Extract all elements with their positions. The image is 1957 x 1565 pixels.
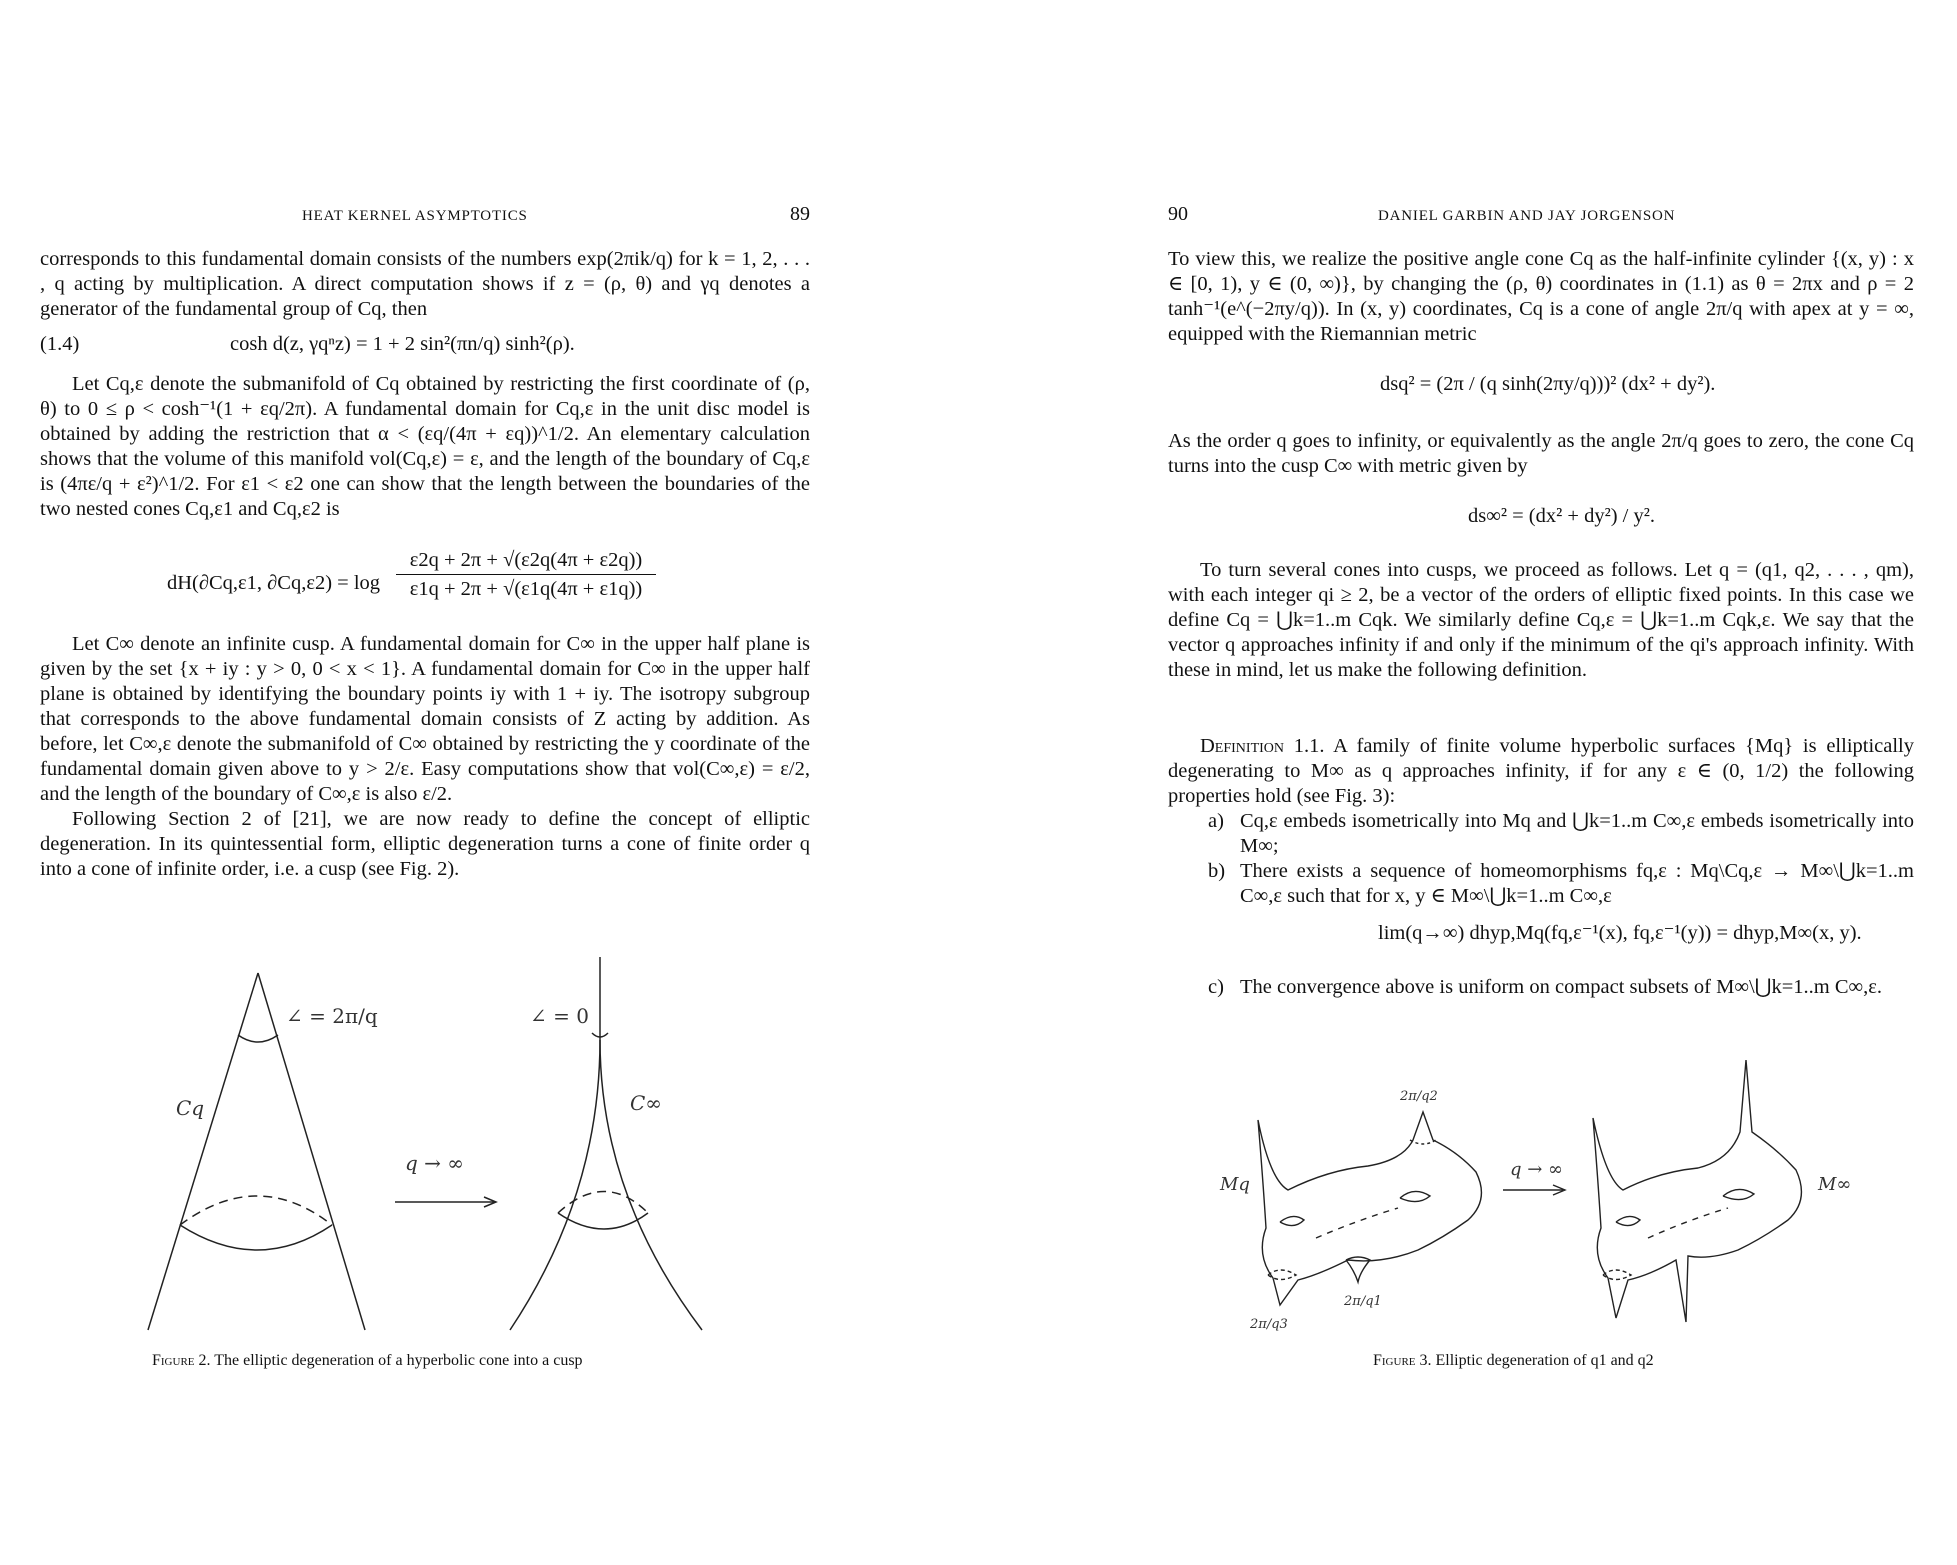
angle-label: ∠ = 0 — [530, 1004, 589, 1028]
right-page — [978, 0, 1957, 1565]
definition-text: Definition 1.1. A family of finite volume hyperbolic surfaces {Mq} is elliptically degenerating to M∞ as q approaches infinity, if for any ε ∈ (0, 1/2) the following properties hold (see Fig. 3): — [1168, 735, 1914, 807]
figure-caption — [1373, 1352, 1654, 1370]
list-item: a) Cq,ε embeds isometrically into Mq and ⋃k=1..m C∞,ε embeds isometrically into M∞; — [1208, 810, 1914, 857]
definition — [1168, 734, 1914, 909]
list-item: b) There exists a sequence of homeomorphisms fq,ε : Mq\Cq,ε → M∞\⋃k=1..m C∞,ε such that for x, y ∈ M∞\⋃k=1..m C∞,ε — [1208, 860, 1914, 907]
paragraph — [40, 372, 810, 522]
surface-minf — [1593, 1060, 1801, 1322]
left-page — [0, 0, 978, 1565]
paragraph-text: To turn several cones into cusps, we proceed as follows. Let q = (q1, q2, . . . , qm), with each integer qi ≥ 2, be a vector of the orders of elliptic fixed points. In this case we define Cq = ⋃k=1..m Cqk. We similarly define Cq,ε = ⋃k=1..m Cqk,ε. We say that the vector q approaches infinity if and only if the minimum of the qi's approach infinity. With these in mind, let us make the following definition. — [1168, 559, 1914, 681]
cone-rim — [1410, 1140, 1436, 1144]
paragraph-text: corresponds to this fundamental domain consists of the numbers exp(2πik/q) for k = 1, 2, . . . , q acting by multiplication. A direct computation shows if z = (ρ, θ) and γq denotes a generator of the fundamental group of Cq, then — [40, 248, 810, 320]
cusp-edge — [600, 1040, 702, 1330]
equation: cosh d(z, γqⁿz) = 1 + 2 sin²(πn/q) sinh²(ρ). — [230, 333, 575, 355]
surface-seam — [1316, 1208, 1398, 1238]
caption-label: Figure 2. — [152, 1352, 211, 1369]
cusp-label: C∞ — [630, 1091, 662, 1115]
figure-caption — [152, 1352, 583, 1370]
list-item: c) The convergence above is uniform on compact subsets of M∞\⋃k=1..m C∞,ε. — [1208, 976, 1882, 998]
running-header: DANIEL GARBIN AND JAY JORGENSON — [1378, 208, 1676, 224]
page-number: 89 — [790, 203, 810, 225]
fraction-bar — [396, 574, 656, 575]
surface-label: M∞ — [1818, 1174, 1852, 1195]
paragraph-text: As the order q goes to infinity, or equivalently as the angle 2π/q goes to zero, the cone Cq turns into the cusp C∞ with metric given by — [1168, 430, 1914, 477]
equation: ds∞² = (dx² + dy²) / y². — [1468, 505, 1656, 527]
arrow-label: q → ∞ — [405, 1151, 464, 1175]
caption-text: Elliptic degeneration of q1 and q2 — [1435, 1352, 1654, 1369]
equation: lim(q→∞) dhyp,Mq(fq,ε⁻¹(x), fq,ε⁻¹(y)) = dhyp,M∞(x, y). — [1378, 922, 1862, 944]
equation-fraction — [396, 547, 656, 602]
running-header: HEAT KERNEL ASYMPTOTICS — [302, 208, 528, 224]
paragraph — [40, 632, 810, 882]
paragraph — [1168, 558, 1914, 683]
surface-hole — [1280, 1216, 1304, 1225]
figure-3 — [1218, 1060, 1898, 1340]
equation: dsq² = (2π / (q sinh(2πy/q)))² (dx² + dy²). — [1380, 373, 1716, 395]
caption-text: The elliptic degeneration of a hyperbolic cone into a cusp — [214, 1352, 583, 1369]
surface-seam — [1648, 1208, 1728, 1238]
cone-angle-label: 2π/q3 — [1250, 1317, 1288, 1332]
equation-number: (1.4) — [40, 333, 80, 355]
angle-label: ∠ = 2π/q — [286, 1004, 378, 1028]
definition-list — [1208, 975, 1914, 1000]
definition-label: Definition 1.1. — [1200, 735, 1325, 757]
cross-section — [180, 1225, 332, 1250]
caption-label: Figure 3. — [1373, 1352, 1432, 1369]
paragraph-text: Let C∞ denote an infinite cusp. A fundamental domain for C∞ in the upper half plane is given by the set {x + iy : y > 0, 0 < x < 1}. A fundamental domain for C∞ in the upper half plane is obtained by identifying the boundary points iy with 1 + iy. The isotropy subgroup that corresponds to the above fundamental domain consists of Z acting by addition. As before, let C∞,ε denote the submanifold of C∞ obtained by restricting the y coordinate of the fundamental domain given above to y > 2/ε. Easy computations show that vol(C∞,ε) = ε/2, and the length of the boundary of C∞,ε is also ε/2. — [40, 633, 810, 805]
figure-2 — [100, 945, 720, 1340]
fraction-numerator: ε2q + 2π + √(ε2q(4π + ε2q)) — [409, 549, 643, 571]
cone-angle-label: 2π/q1 — [1344, 1294, 1382, 1309]
surface-hole — [1400, 1191, 1430, 1201]
equation-lhs: dH(∂Cq,ε1, ∂Cq,ε2) = log — [167, 572, 381, 594]
surface-hole — [1723, 1189, 1754, 1199]
cusp-edge — [510, 1040, 600, 1330]
paragraph-text: To view this, we realize the positive angle cone Cq as the half-infinite cylinder {(x, y) : x ∈ [0, 1), y ∈ (0, ∞)}, by changing the (ρ, θ) coordinates in (1.1) as θ = 2πx and ρ = 2 tanh⁻¹(e^(−2πy/q)). In (x, y) coordinates, Cq is a cone of angle 2π/q with apex at y = ∞, equipped with the Riemannian metric — [1168, 248, 1914, 345]
arrow-label: q → ∞ — [1510, 1159, 1564, 1180]
definition-list — [1208, 809, 1914, 909]
cross-section-hidden — [180, 1196, 332, 1225]
paragraph — [40, 247, 810, 322]
angle-arc — [238, 1035, 278, 1042]
equation — [167, 572, 380, 595]
paragraph-text: Let Cq,ε denote the submanifold of Cq obtained by restricting the first coordinate of (ρ, θ) to 0 ≤ ρ < cosh⁻¹(1 + εq/2π). A fundamental domain for Cq,ε in the unit disc model is obtained by adding the restriction that α < (εq/(4π + εq))^1/2. An elementary calculation shows that the volume of this manifold vol(Cq,ε) = ε, and the length of the boundary of Cq,ε is (4πε/q + ε²)^1/2. For ε1 < ε2 one can show that the length between the boundaries of the two nested cones Cq,ε1 and Cq,ε2 is — [40, 373, 810, 520]
surface-hole — [1616, 1216, 1640, 1225]
cone-label: Cq — [176, 1096, 205, 1120]
surface-mq — [1258, 1112, 1481, 1305]
cone-angle-label: 2π/q2 — [1400, 1089, 1438, 1104]
paragraph — [1168, 429, 1914, 479]
paragraph-text: Following Section 2 of [21], we are now ready to define the concept of elliptic degeneration. In its quintessential form, elliptic degeneration turns a cone of finite order q into a cone of infinite order, i.e. a cusp (see Fig. 2). — [40, 808, 810, 880]
paragraph — [1168, 247, 1914, 347]
cone-edge — [148, 973, 258, 1330]
fraction-denominator: ε1q + 2π + √(ε1q(4π + ε1q)) — [409, 578, 643, 600]
page-number: 90 — [1168, 203, 1188, 225]
surface-label: Mq — [1220, 1174, 1250, 1195]
